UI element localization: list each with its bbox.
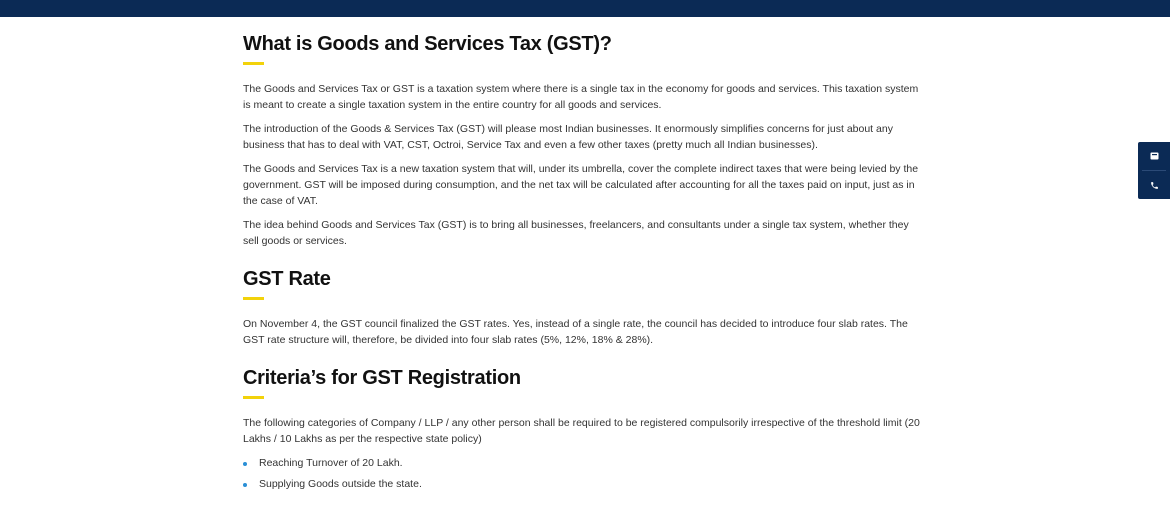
phone-button[interactable] [1138, 171, 1170, 199]
heading-underline [243, 396, 264, 399]
floating-contact-widget [1138, 142, 1170, 199]
top-navigation-bar [0, 0, 1170, 17]
section-what-is-gst [243, 30, 923, 249]
bullet-icon [243, 483, 247, 487]
section-heading: What is Goods and Services Tax (GST)? [243, 33, 612, 55]
heading-underline [243, 297, 264, 300]
heading-underline [243, 62, 264, 65]
paragraph: On November 4, the GST council finalized the GST rates. Yes, instead of a single rate, the council has decided to introduce four slab rates. The GST rate structure will, therefore, be divided into four slab rates (5%, 12%, 18% & 28%). [243, 318, 908, 346]
paragraph: The Goods and Services Tax or GST is a taxation system where there is a single tax in the economy for goods and services. This taxation system is meant to create a single taxation system in the entire country for all goods and services. [243, 83, 919, 111]
mail-button[interactable] [1138, 142, 1170, 170]
section-gst-rate [243, 265, 923, 348]
section-gst-registration-criteria [243, 364, 923, 492]
paragraph: The introduction of the Goods & Services Tax (GST) will please most Indian businesses. It enormously simplifies concerns for just about any business that has to deal with VAT, CST, Octroi, Service Tax and even a few other taxes (pretty much all Indian businesses). [243, 123, 893, 151]
paragraph: The idea behind Goods and Services Tax (GST) is to bring all businesses, freelancers, and consultants under a single tax system, whether they sell goods or services. [243, 219, 909, 247]
list-item-text: Reaching Turnover of 20 Lakh. [259, 457, 403, 469]
paragraph: The following categories of Company / LLP / any other person shall be required to be registered compulsorily irrespective of the threshold limit (20 Lakhs / 10 Lakhs as per the respective state policy) [243, 417, 920, 445]
list-item [243, 476, 923, 492]
criteria-list [243, 455, 923, 492]
list-item [243, 455, 923, 471]
main-content [243, 30, 923, 508]
section-heading: Criteria’s for GST Registration [243, 367, 521, 389]
mail-icon [1150, 152, 1159, 160]
list-item-text: Supplying Goods outside the state. [259, 478, 422, 490]
phone-icon [1150, 181, 1159, 190]
paragraph: The Goods and Services Tax is a new taxation system that will, under its umbrella, cover the complete indirect taxes that were being levied by the government. GST will be imposed during consumption, and the net tax will be calculated after accounting for all the taxes paid on input, just as in the case of VAT. [243, 163, 919, 207]
bullet-icon [243, 462, 247, 466]
section-heading: GST Rate [243, 268, 331, 290]
